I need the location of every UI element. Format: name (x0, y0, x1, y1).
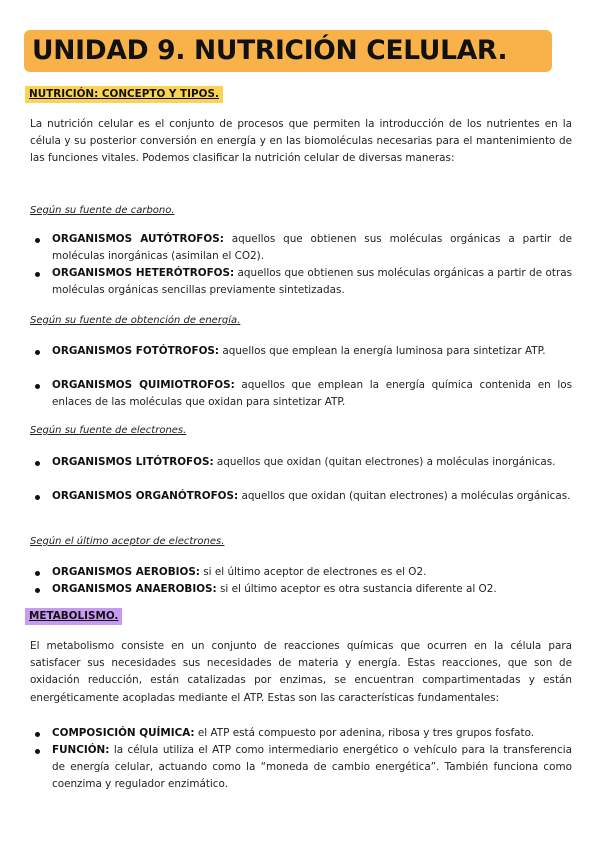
item-term: ORGANISMOS AUTÓTROFOS: (52, 233, 224, 245)
item-text: aquellos que oxidan (quitan electrones) a moléculas inorgánicas. (213, 456, 556, 468)
list-item (52, 377, 572, 411)
metabolism-paragraph: El metabolismo consiste en un conjunto de reacciones químicas que ocurren en la célula para satisfacer sus necesidades sus necesidades de materia y energía. Estas reacciones, que son de oxidación reducción, están catalizadas por enzimas, se encuentran compartimentadas y están energéticamente acopladas mediante el ATP. Estas son las características fundamentales: (30, 640, 572, 704)
subheading-electrones: Según su fuente de electrones. (30, 425, 187, 436)
bullet (35, 461, 40, 466)
item-term: ORGANISMOS AEROBIOS: (52, 566, 200, 578)
item-text: aquellos que obtienen sus moléculas orgánicas a partir de moléculas inorgánicas (asimilan el CO2). (52, 233, 572, 263)
item-term: ORGANISMOS QUIMIOTROFOS: (52, 379, 235, 391)
bullet (35, 350, 40, 355)
bullet (35, 238, 40, 243)
list-item (52, 454, 572, 471)
list-item (52, 343, 572, 360)
list-item (52, 581, 572, 598)
item-text: aquellos que emplean la energía química contenida en los enlaces de las moléculas que oxidan para sintetizar ATP. (52, 379, 572, 409)
page-title: UNIDAD 9. NUTRICIÓN CELULAR. (32, 35, 508, 66)
subheading-carbono: Según su fuente de carbono. (30, 205, 175, 216)
item-term: ORGANISMOS FOTÓTROFOS: (52, 345, 220, 357)
bullet (35, 571, 40, 576)
item-text: si el último aceptor de electrones es el O2. (199, 566, 427, 578)
list-item (52, 488, 572, 505)
bullet (35, 588, 40, 593)
list-item (52, 231, 572, 265)
section-heading-metabolismo: METABOLISMO. (25, 608, 122, 625)
subheading-aceptor: Según el último aceptor de electrones. (30, 536, 225, 547)
bullet (35, 732, 40, 737)
item-text: aquellos que obtienen sus moléculas orgánicas a partir de otras moléculas orgánicas sencillas previamente sintetizadas. (52, 267, 572, 297)
item-text: el ATP está compuesto por adenina, ribosa y tres grupos fosfato. (194, 727, 535, 739)
bullet (35, 749, 40, 754)
subheading-energia: Según su fuente de obtención de energía. (30, 315, 241, 326)
list-item (52, 265, 572, 299)
item-term: COMPOSICIÓN QUÍMICA: (52, 727, 195, 739)
bullet (35, 272, 40, 277)
item-term: ORGANISMOS LITÓTROFOS: (52, 456, 214, 468)
list-item (52, 742, 572, 794)
item-text: si el último aceptor es otra sustancia diferente al O2. (216, 583, 497, 595)
bullet (35, 384, 40, 389)
list-item (52, 725, 572, 742)
list-item (52, 564, 572, 581)
intro-paragraph: La nutrición celular es el conjunto de procesos que permiten la introducción de los nutrientes en la célula y su posterior conversión en energía y en las biomoléculas necesarias para el mantenimiento de las funciones vitales. Podemos clasificar la nutrición celular de diversas maneras: (30, 118, 572, 165)
item-term: FUNCIÓN: (52, 744, 110, 756)
item-text: aquellos que oxidan (quitan electrones) a moléculas orgánicas. (238, 490, 571, 502)
section-heading-nutricion: NUTRICIÓN: CONCEPTO Y TIPOS. (25, 86, 223, 103)
item-text: la célula utiliza el ATP como intermediario energético o vehículo para la transferencia de energía celular, actuando como la “moneda de cambio energética”. También funciona como coenzima y regulador enzimático. (52, 744, 572, 791)
bullet (35, 495, 40, 500)
item-term: ORGANISMOS ORGANÓTROFOS: (52, 490, 239, 502)
item-term: ORGANISMOS HETERÓTROFOS: (52, 267, 235, 279)
item-term: ORGANISMOS ANAEROBIOS: (52, 583, 217, 595)
item-text: aquellos que emplean la energía luminosa para sintetizar ATP. (219, 345, 546, 357)
